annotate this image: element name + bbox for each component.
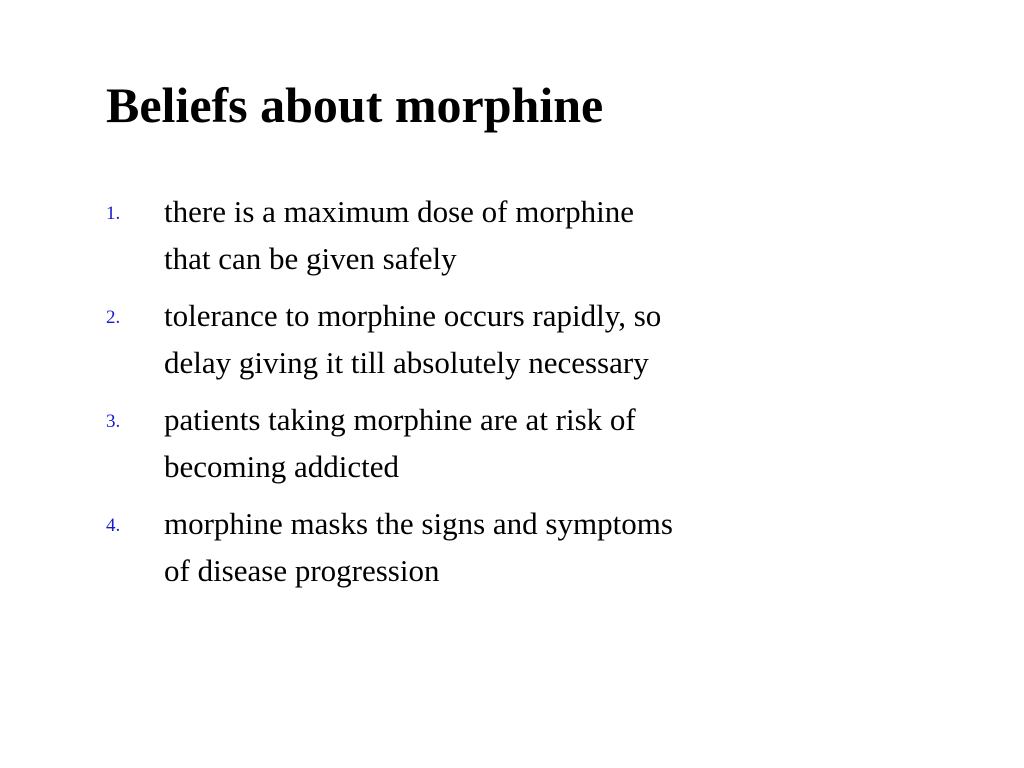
list-number: 1. (106, 203, 121, 224)
numbered-list (106, 188, 866, 604)
list-item-4 (106, 500, 866, 594)
list-number: 3. (106, 411, 121, 432)
list-item-1 (106, 188, 866, 282)
list-number: 2. (106, 307, 121, 328)
list-number: 4. (106, 515, 121, 536)
list-item-text: there is a maximum dose of morphine that can be given safely (164, 194, 635, 276)
list-item-text: tolerance to morphine occurs rapidly, so delay giving it till absolutely necessary (164, 298, 662, 380)
list-item-text: morphine masks the signs and symptoms of disease progression (164, 506, 673, 588)
slide-title: Beliefs about morphine (106, 77, 604, 133)
list-item-2 (106, 292, 866, 386)
list-item-3 (106, 396, 866, 490)
list-item-text: patients taking morphine are at risk of becoming addicted (164, 402, 636, 484)
